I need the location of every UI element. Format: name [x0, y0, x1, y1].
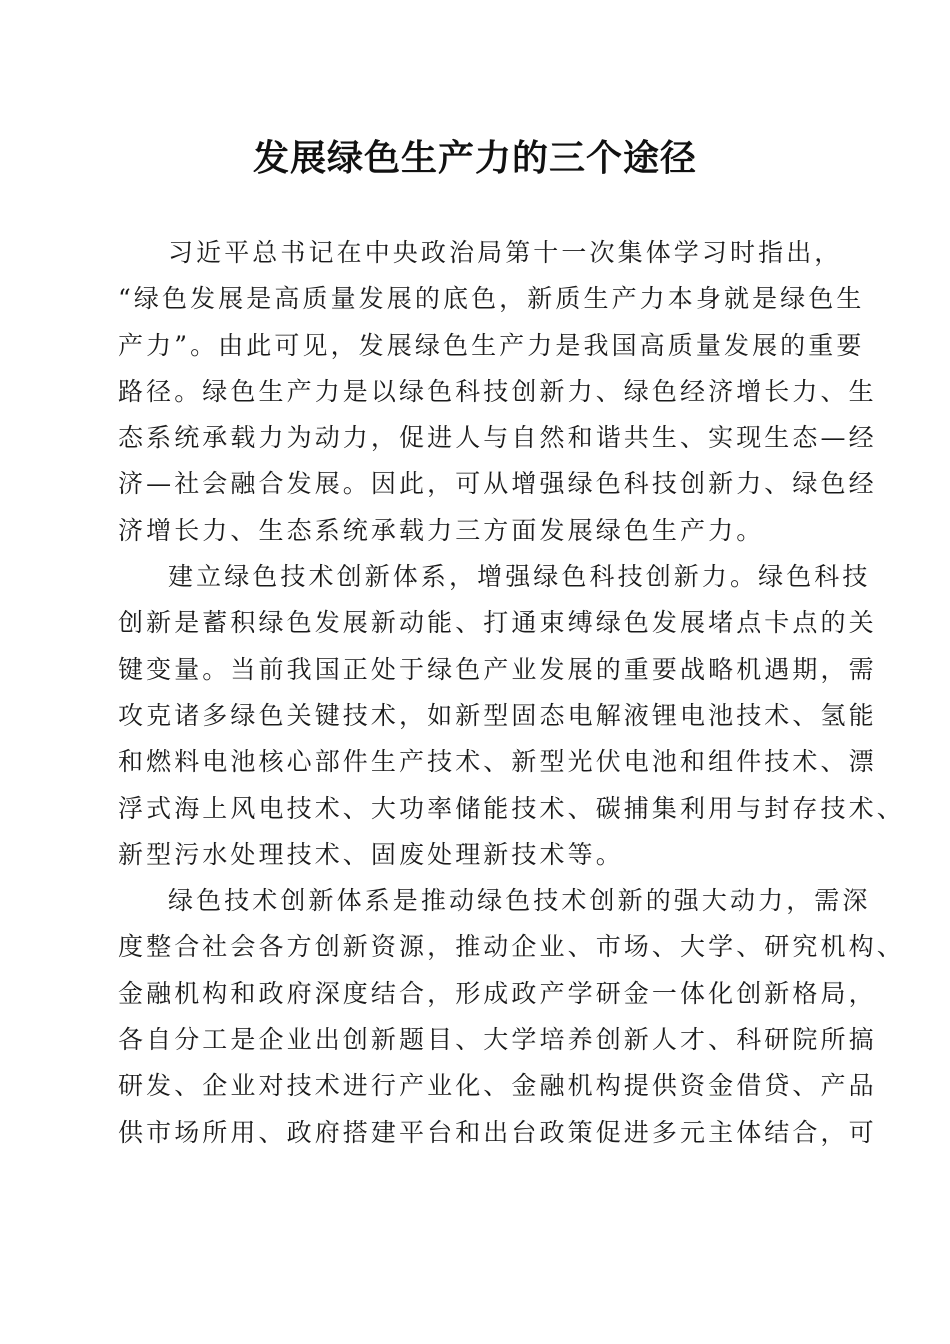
text-line: 度整合社会各方创新资源，推动企业、市场、大学、研究机构、	[118, 932, 905, 962]
text-line: 济增长力、生态系统承载力三方面发展绿色生产力。	[118, 515, 765, 545]
text-line: 态系统承载力为动力，促进人与自然和谐共生、实现生态—经	[118, 423, 877, 453]
document-title: 发展绿色生产力的三个途径	[252, 137, 697, 179]
text-line: 和燃料电池核心部件生产技术、新型光伏电池和组件技术、漂	[118, 747, 877, 777]
text-line: 产力”。由此可见，发展绿色生产力是我国高质量发展的重要	[118, 330, 865, 360]
paragraph-2	[118, 554, 905, 878]
text-line: 路径。绿色生产力是以绿色科技创新力、绿色经济增长力、生	[118, 376, 877, 406]
text-line: 供市场所用、政府搭建平台和出台政策促进多元主体结合，可	[118, 1117, 877, 1147]
text-line: 习近平总书记在中央政治局第十一次集体学习时指出，	[168, 238, 843, 267]
text-line: “绿色发展是高质量发展的底色，新质生产力本身就是绿色生	[118, 284, 865, 314]
document-body	[118, 230, 905, 1156]
text-line: 金融机构和政府深度结合，形成政产学研金一体化创新格局，	[118, 978, 877, 1008]
text-line: 各自分工是企业出创新题目、大学培养创新人才、科研院所搞	[118, 1025, 877, 1055]
paragraph-1	[118, 230, 877, 554]
text-line: 浮式海上风电技术、大功率储能技术、碳捕集利用与封存技术、	[118, 793, 905, 823]
text-line: 攻克诸多绿色关键技术，如新型固态电解液锂电池技术、氢能	[118, 700, 877, 730]
text-line: 研发、企业对技术进行产业化、金融机构提供资金借贷、产品	[118, 1071, 877, 1101]
text-line: 键变量。当前我国正处于绿色产业发展的重要战略机遇期，需	[118, 654, 877, 684]
paragraph-3	[118, 878, 905, 1156]
text-line: 绿色技术创新体系是推动绿色技术创新的强大动力，需深	[168, 886, 871, 916]
text-line: 创新是蓄积绿色发展新动能、打通束缚绿色发展堵点卡点的关	[118, 608, 877, 638]
text-line: 建立绿色技术创新体系，增强绿色科技创新力。绿色科技	[168, 562, 871, 592]
text-line: 新型污水处理技术、固废处理新技术等。	[118, 839, 624, 869]
text-line: 济—社会融合发展。因此，可从增强绿色科技创新力、绿色经	[118, 469, 877, 499]
